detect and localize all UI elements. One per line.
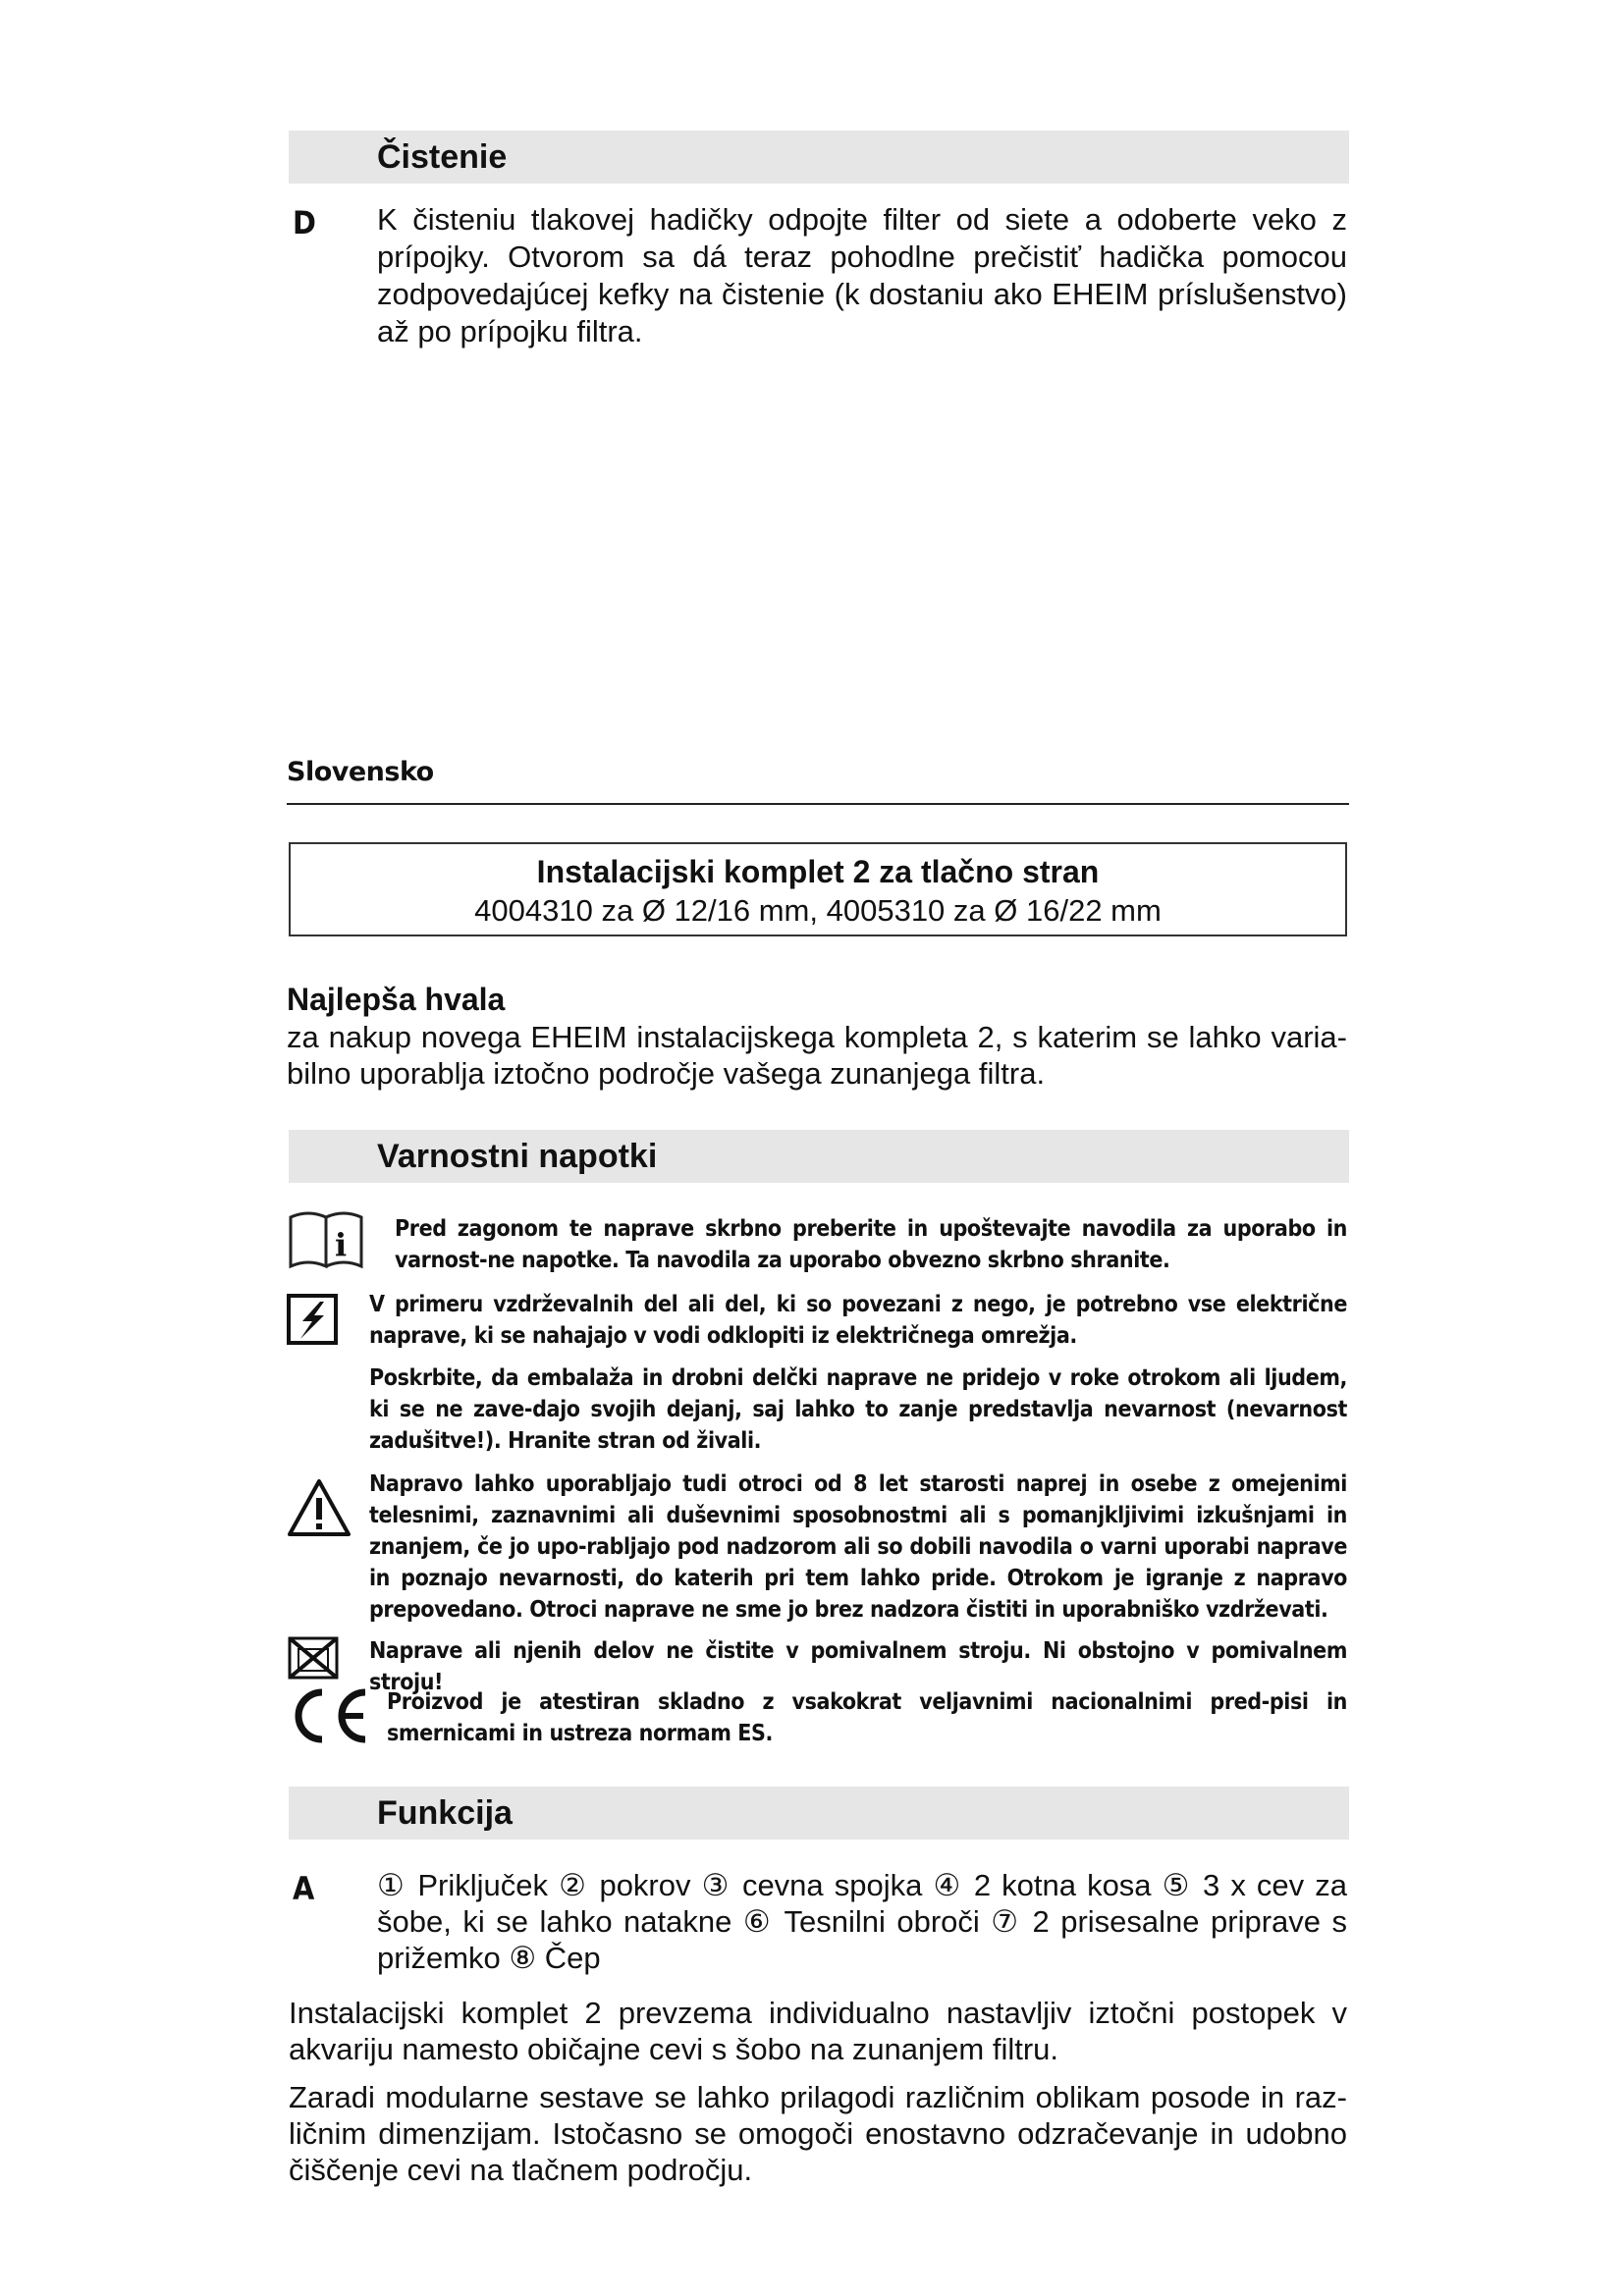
manual-info-icon — [287, 1209, 369, 1272]
thanks-text: za nakup novega EHEIM instalacijskega kompleta 2, s katerim se lahko varia-bilno uporablja iztočno področje vašega zunanjega filtra. — [287, 1020, 1347, 1091]
divider — [287, 803, 1349, 805]
thanks-heading: Najlepša hvala — [287, 982, 506, 1017]
cleaning-heading: Čistenie — [377, 138, 508, 176]
function-paragraph-2: Zaradi modularne sestave se lahko prilagodi različnim oblikam posode in raz-ličnim dimenzijam. Istočasno se omogoči enostavno odzračevanje in udobno čiščenje cevi na tlačnem področju. — [289, 2080, 1347, 2187]
product-variants: 4004310 za Ø 12/16 mm, 4005310 za Ø 16/22 mm — [474, 893, 1162, 928]
electric-shock-icon — [287, 1294, 338, 1345]
cleaning-figure-marker: D — [293, 204, 316, 241]
safety-item-ce: Proizvod je atestiran skladno z vsakokrat veljavnimi nacionalnimi pred-pisi in smernicami in ustreza normam ES. — [387, 1689, 1347, 1746]
language-label: Slovensko — [287, 757, 434, 787]
function-paragraph-1: Instalacijski komplet 2 prevzema individualno nastavljiv iztočni postopek v akvariju namesto običajne cevi s šobo na zunanjem filtru. — [289, 1996, 1347, 2066]
safety-section-bar — [289, 1130, 1349, 1183]
product-title-box — [289, 842, 1347, 936]
product-title: Instalacijski komplet 2 za tlačno stran — [536, 854, 1100, 889]
no-dishwasher-icon — [287, 1635, 340, 1681]
cleaning-text: K čisteniu tlakovej hadičky odpojte filter od siete a odoberte veko z prípojky. Otvorom sa dá teraz pohodlne prečistiť hadička pomocou zodpovedajúcej kefky na čistenie (k dostaniu ako EHEIM príslušenstvo) až po prípojku filtra. — [377, 202, 1347, 348]
svg-text:i: i — [335, 1226, 348, 1263]
safety-item-manual: Pred zagonom te naprave skrbno preberite in upoštevajte navodila za uporabo in varnost-ne napotke. Ta navodila za uporabo obvezno skrbno shranite. — [395, 1216, 1347, 1273]
safety-item-children: Napravo lahko uporabljajo tudi otroci od 8 let starosti naprej in osebe z omejenimi telesnimi, zaznavnimi ali duševnimi sposobnostmi ali s pomanjkljivimi izkušnjami in znanjem, če jo upo-rabljajo pod nadzorom ali so dobili navodila o varni uporabi naprave in poznajo nevarnosti, do katerih pri tem lahko pride. Otrokom je igranje z napravo prepovedano. Otroci naprave ne sme jo brez nadzora čistiti in uporabniško vzdrževati. — [369, 1471, 1347, 1623]
ce-mark-icon — [289, 1684, 371, 1747]
safety-item-dishwasher: Naprave ali njenih delov ne čistite v pomivalnem stroju. Ni obstojno v pomivalnem stroju! — [369, 1638, 1347, 1695]
safety-item-electric: V primeru vzdrževalnih del ali del, ki so povezani z nego, je potrebno vse električne naprave, ki se nahajajo v vodi odklopiti iz električnega omrežja. — [369, 1292, 1347, 1349]
function-figure-marker: A — [293, 1870, 315, 1907]
safety-item-packaging: Poskrbite, da embalaža in drobni delčki naprave ne pridejo v roke otrokom ali ljudem, ki se ne zave-dajo svojih dejanj, saj lahko to zanje predstavlja nevarnost (nevarnost zadušitve!). Hranite stran od živali. — [369, 1365, 1347, 1454]
function-parts-list: ① Priključek ② pokrov ③ cevna spojka ④ 2 kotna kosa ⑤ 3 x cev za šobe, ki se lahko natakne ⑥ Tesnilni obroči ⑦ 2 prisesalne priprave s prižemko ⑧ Čep — [377, 1868, 1347, 1975]
safety-heading: Varnostni napotki — [377, 1138, 658, 1175]
warning-triangle-icon — [287, 1478, 352, 1537]
function-heading: Funkcija — [377, 1794, 513, 1832]
cleaning-section-bar — [289, 131, 1349, 184]
function-section-bar — [289, 1787, 1349, 1840]
